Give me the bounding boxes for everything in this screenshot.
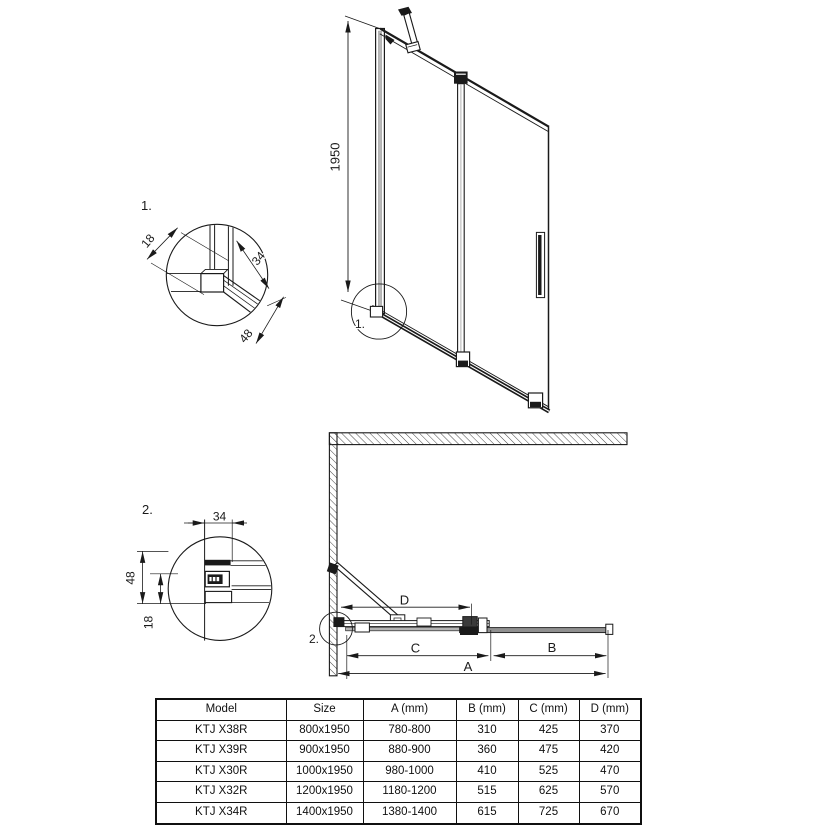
- dim-C-label: C: [410, 640, 421, 656]
- detail-2-marker-label: 2.: [309, 632, 320, 646]
- cell-size: 900x1950: [286, 741, 363, 762]
- dim-48-label: 48: [236, 326, 256, 346]
- dim-18-label: 18: [141, 615, 156, 630]
- cell-d: 470: [579, 761, 641, 782]
- height-dim-label: 1950: [327, 142, 343, 172]
- wall-left-hatched: [329, 433, 337, 676]
- dim-34-label: 34: [212, 509, 227, 524]
- detail-view-2: [124, 502, 273, 641]
- cell-b: 310: [456, 720, 518, 741]
- table-row: [156, 761, 641, 782]
- cell-d: 370: [579, 720, 641, 741]
- detail-1-marker-label: 1.: [355, 317, 366, 331]
- cell-b: 615: [456, 802, 518, 823]
- bottom-roller-1: [456, 352, 469, 367]
- brand-logo-mark: [205, 571, 229, 586]
- table-row: [156, 802, 641, 823]
- dimension-table: [155, 698, 642, 825]
- table-row: [156, 782, 641, 803]
- plan-rail-assembly: [333, 617, 612, 635]
- elevation-drawing: [328, 7, 550, 412]
- glass-end-cap: [606, 624, 613, 634]
- door-handle: [536, 232, 544, 297]
- cell-model: KTJ X30R: [156, 761, 286, 782]
- top-roller: [454, 72, 468, 84]
- dim-34-label: 34: [248, 248, 269, 269]
- col-header-d: D (mm): [579, 699, 641, 720]
- cell-size: 1200x1950: [286, 782, 363, 803]
- table-row: [156, 741, 641, 762]
- plan-view: [309, 433, 627, 679]
- detail-2-dim-34: [184, 510, 247, 524]
- cell-a: 1380-1400: [363, 802, 456, 823]
- cell-size: 800x1950: [286, 720, 363, 741]
- cell-a: 880-900: [363, 741, 456, 762]
- col-header-size: Size: [286, 699, 363, 720]
- sliding-panel-profile: [454, 72, 468, 360]
- cell-model: KTJ X39R: [156, 741, 286, 762]
- cell-d: 420: [579, 741, 641, 762]
- profile-foot: [370, 306, 382, 317]
- rail-block-2: [417, 618, 431, 626]
- cell-size: 1000x1950: [286, 761, 363, 782]
- cell-b: 410: [456, 761, 518, 782]
- col-header-a: A (mm): [363, 699, 456, 720]
- wall-top-hatched: [329, 433, 627, 445]
- cell-d: 570: [579, 782, 641, 803]
- detail-2-dim-48-18: [124, 551, 207, 629]
- cell-model: KTJ X38R: [156, 720, 286, 741]
- bottom-roller-2: [528, 393, 542, 408]
- cell-a: 780-800: [363, 720, 456, 741]
- carriage-top: [463, 617, 477, 627]
- cell-c: 725: [518, 802, 579, 823]
- detail-2-content: [205, 560, 273, 603]
- cell-model: KTJ X34R: [156, 802, 286, 823]
- wall-fixing-block: [333, 617, 344, 627]
- cell-c: 525: [518, 761, 579, 782]
- cell-c: 425: [518, 720, 579, 741]
- cell-model: KTJ X32R: [156, 782, 286, 803]
- dim-48-label: 48: [123, 571, 138, 585]
- col-header-c: C (mm): [518, 699, 579, 720]
- plan-dimensions: [338, 593, 608, 680]
- cell-c: 475: [518, 741, 579, 762]
- col-header-b: B (mm): [456, 699, 518, 720]
- detail-1-content: [167, 219, 267, 318]
- detail-view-1: [138, 198, 286, 346]
- cell-d: 670: [579, 802, 641, 823]
- carriage-post: [478, 618, 487, 633]
- cell-b: 515: [456, 782, 518, 803]
- cell-c: 625: [518, 782, 579, 803]
- cell-a: 1180-1200: [363, 782, 456, 803]
- table-header-row: [156, 699, 641, 720]
- detail-2-label: 2.: [142, 502, 153, 517]
- plan-support-brace: [327, 562, 405, 625]
- detail-2-circle: [168, 537, 272, 641]
- rail-section-box: [201, 274, 224, 292]
- cell-b: 360: [456, 741, 518, 762]
- col-header-model: Model: [156, 699, 286, 720]
- dim-18-label: 18: [138, 231, 158, 251]
- table-row: [156, 720, 641, 741]
- wall-profile: [376, 29, 395, 314]
- dim-D-label: D: [399, 592, 410, 608]
- detail-1-label: 1.: [141, 198, 152, 213]
- carriage-bottom: [460, 628, 478, 635]
- dim-A-label: A: [463, 658, 473, 674]
- rail-block: [355, 623, 369, 632]
- cell-a: 980-1000: [363, 761, 456, 782]
- cell-size: 1400x1950: [286, 802, 363, 823]
- dim-B-label: B: [547, 640, 557, 655]
